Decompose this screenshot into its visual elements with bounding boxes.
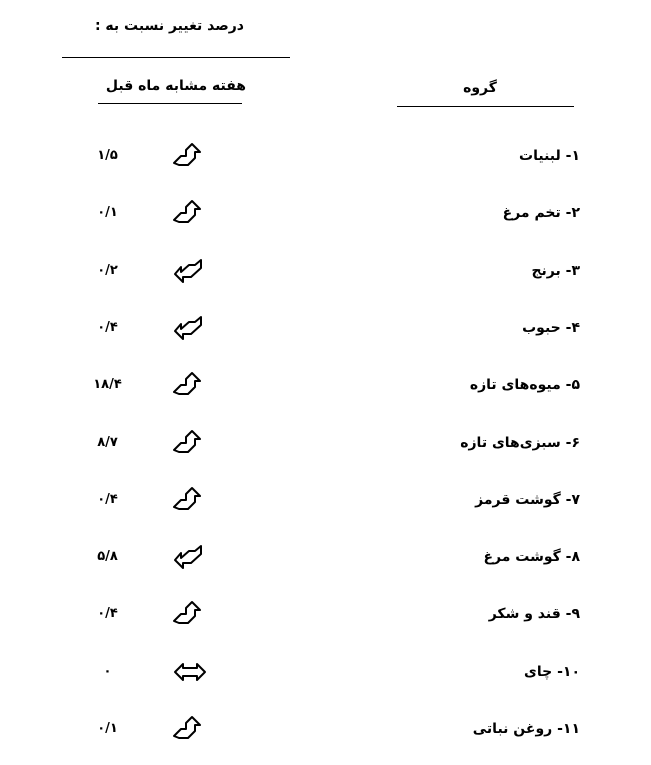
group-label: ۱- لبنیات xyxy=(519,148,580,164)
group-row xyxy=(0,205,651,245)
group-row xyxy=(0,263,651,303)
group-label: ۴- حبوب xyxy=(522,319,580,336)
change-value: ۰/۴ xyxy=(97,606,118,622)
change-value: ۱/۵ xyxy=(97,148,118,163)
group-label: ۹- قند و شکر xyxy=(488,606,580,623)
group-label: ۱۰- چای xyxy=(524,663,580,680)
group-row xyxy=(0,148,651,188)
change-value: ۰/۲ xyxy=(97,262,118,278)
group-row xyxy=(0,549,651,589)
group-label: ۷- گوشت قرمز xyxy=(475,491,580,508)
group-header-underline xyxy=(397,106,574,107)
title-underline xyxy=(62,57,290,58)
change-value: ۰ xyxy=(103,663,112,679)
down-arrow-icon xyxy=(170,540,210,574)
up-arrow-icon xyxy=(170,139,210,173)
week-column-header: هفته مشابه ماه قبل xyxy=(105,78,246,94)
up-arrow-icon xyxy=(170,483,210,517)
percent-change-title: درصد تغییر نسبت به : xyxy=(94,18,244,34)
group-label: ۳- برنج xyxy=(531,262,580,279)
group-column-header: گروه xyxy=(463,80,497,96)
group-label: ۶- سبزی‌های تازه xyxy=(460,434,580,451)
up-arrow-icon xyxy=(170,368,210,402)
change-value: ۰/۱ xyxy=(97,721,118,736)
group-row xyxy=(0,492,651,532)
change-value: ۰/۱ xyxy=(97,205,118,221)
up-arrow-icon xyxy=(170,712,210,746)
up-arrow-icon xyxy=(170,196,210,230)
group-row xyxy=(0,664,651,704)
week-header-underline xyxy=(98,103,242,104)
group-label: ۲- تخم مرغ xyxy=(502,205,580,222)
group-label: ۱۱- روغن نباتی xyxy=(472,721,580,737)
change-value: ۰/۴ xyxy=(97,491,118,507)
down-arrow-icon xyxy=(170,311,210,345)
group-label: ۵- میوه‌های تازه xyxy=(469,377,580,394)
up-arrow-icon xyxy=(170,597,210,631)
change-value: ۸/۷ xyxy=(97,434,118,450)
left-right-arrow-icon xyxy=(170,655,210,689)
down-arrow-icon xyxy=(170,254,210,288)
change-value: ۰/۴ xyxy=(97,319,118,335)
change-value: ۵/۸ xyxy=(97,549,118,565)
group-row xyxy=(0,435,651,475)
change-value: ۱۸/۴ xyxy=(93,377,122,393)
up-arrow-icon xyxy=(170,426,210,460)
group-row xyxy=(0,606,651,646)
group-row xyxy=(0,320,651,360)
group-row xyxy=(0,377,651,417)
group-row xyxy=(0,721,651,761)
group-label: ۸- گوشت مرغ xyxy=(483,549,580,566)
